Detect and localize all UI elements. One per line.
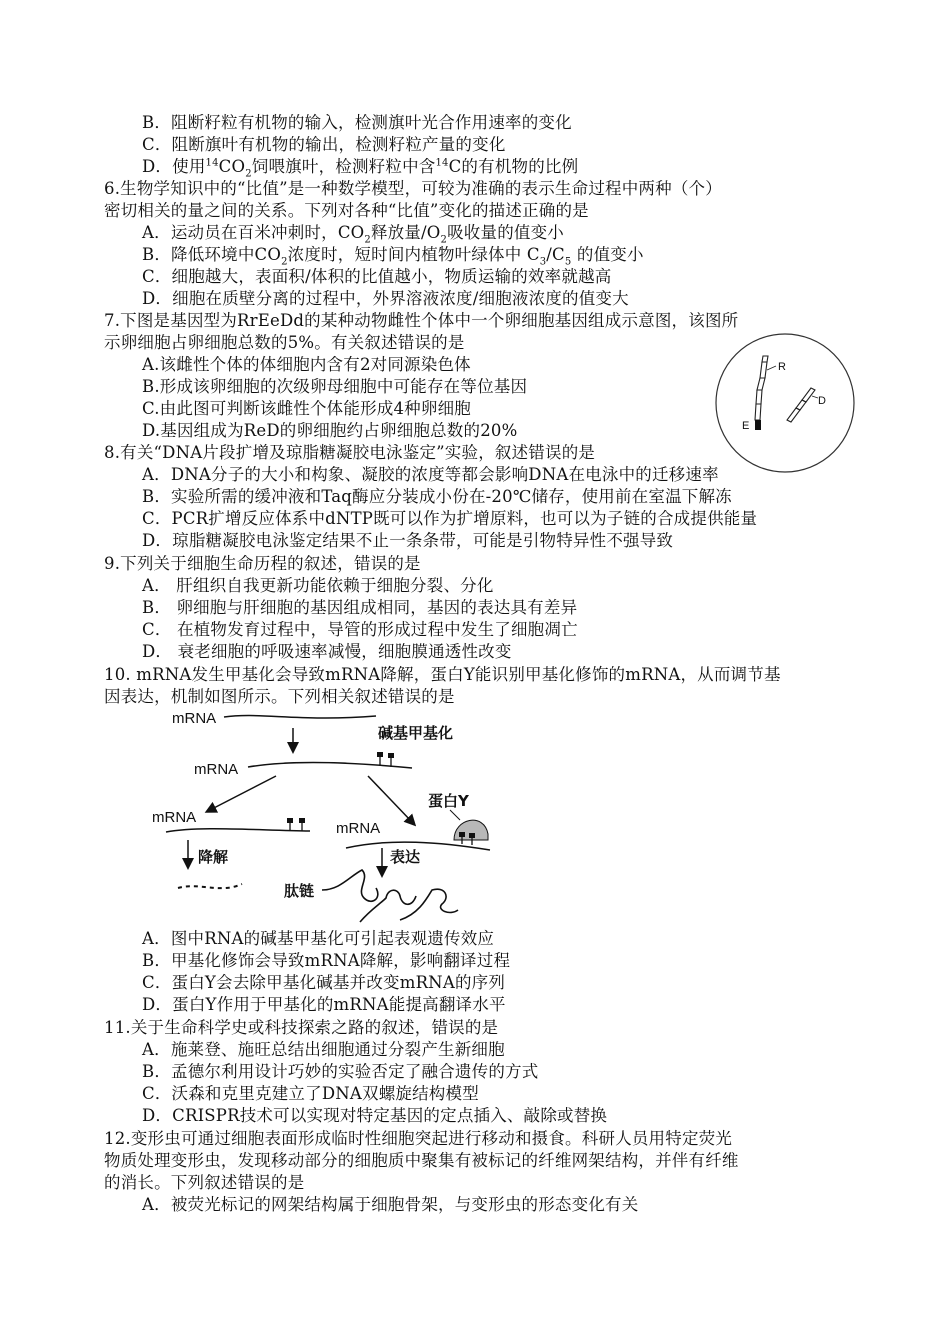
q10-stem-line2: 因表达，机制如图所示。下列相关叙述错误的是: [104, 687, 455, 706]
q7-stem-line2: 示卵细胞占卵细胞总数的5%。有关叙述错误的是: [104, 333, 465, 352]
methylation-label: 碱基甲基化: [378, 724, 454, 742]
protein-y-label: 蛋白Y: [428, 792, 469, 810]
q8-option-b: B．实验所需的缓冲液和Taq酶应分装成小份在-20℃储存，使用前在室温下解冻: [142, 487, 732, 506]
q9-option-d: D． 衰老细胞的呼吸速率减慢，细胞膜通透性改变: [142, 642, 512, 661]
q9-stem: 9.下列关于细胞生命历程的叙述，错误的是: [104, 554, 421, 573]
q11-option-a: A．施莱登、施旺总结出细胞通过分裂产生新细胞: [142, 1040, 505, 1059]
q9-option-a: A． 肝组织自我更新功能依赖于细胞分裂、分化: [142, 576, 494, 595]
q7-option-c: C.由此图可判断该雌性个体能形成4种卵细胞: [142, 399, 471, 418]
mrna-strand-left: [166, 829, 310, 832]
q7-option-a: A.该雌性个体的体细胞内含有2对同源染色体: [142, 355, 471, 374]
gene-label-e: E: [742, 420, 750, 432]
mrna-label-left: mRNA: [152, 809, 197, 826]
q10-option-d: D．蛋白Y作用于甲基化的mRNA能提高翻译水平: [142, 995, 506, 1014]
mrna-label-methylated: mRNA: [194, 761, 239, 778]
gene-label-r: R: [778, 361, 786, 373]
q7-option-b: B.形成该卵细胞的次级卵母细胞中可能存在等位基因: [142, 377, 528, 396]
methyl-group-marks: [377, 752, 394, 767]
q11-option-d: D．CRISPR技术可以实现对特定基因的定点插入、敲除或替换: [142, 1106, 608, 1125]
q12-stem-line2: 物质处理变形虫，发现移动部分的细胞质中聚集有被标记的纤维网架结构，并伴有纤维: [104, 1151, 739, 1170]
q8-stem: 8.有关“DNA片段扩增及琼脂糖凝胶电泳鉴定”实验，叙述错误的是: [104, 443, 596, 462]
peptide-chains: [322, 870, 458, 922]
q8-option-c: C．PCR扩增反应体系中dNTP既可以作为扩增原料，也可以为子链的合成提供能量: [142, 509, 758, 528]
q7-stem-line1: 7.下图是基因型为RrEeDd的某种动物雌性个体中一个卵细胞基因组成示意图，该图所: [104, 311, 739, 330]
protein-y-mrna-label: mRNA: [336, 820, 381, 837]
q8-option-a: A．DNA分子的大小和构象、凝胶的浓度等都会影响DNA在电泳中的迁移速率: [142, 465, 719, 484]
q5-option-b: B．阻断籽粒有机物的输入，检测旗叶光合作用速率的变化: [142, 113, 572, 132]
q9-option-c: C． 在植物发育过程中，导管的形成过程中发生了细胞凋亡: [142, 620, 578, 639]
degrade-label: 降解: [198, 848, 229, 866]
q10-option-b: B．甲基化修饰会导致mRNA降解，影响翻译过程: [142, 951, 511, 970]
methyl-marks-left: [287, 818, 305, 831]
gene-label-d: D: [818, 395, 826, 407]
q6-stem-line2: 密切相关的量之间的关系。下列对各种“比值”变化的描述正确的是: [104, 201, 589, 220]
mrna-strand-top: [224, 716, 376, 718]
arrow-branch-left: [210, 776, 276, 810]
mrna-label-top: mRNA: [172, 710, 217, 727]
q10-stem-line1: 10. mRNA发生甲基化会导致mRNA降解，蛋白Y能识别甲基化修饰的mRNA，从而调节基: [104, 665, 781, 684]
chromosome-re: [755, 356, 776, 430]
q11-stem: 11.关于生命科学史或科技探索之路的叙述，错误的是: [104, 1018, 499, 1037]
q12-stem-line3: 的消长。下列叙述错误的是: [104, 1173, 305, 1192]
q6-option-a: A．运动员在百米冲刺时，$CO_2$释放量$/O_2$吸收量的值变小: [142, 223, 564, 246]
q6-option-c: C．细胞越大，表面积/体积的比值越小，物质运输的效率就越高: [142, 267, 612, 286]
q7-option-d: D.基因组成为ReD的卵细胞约占卵细胞总数的20%: [142, 421, 518, 440]
q6-option-d: D．细胞在质壁分离的过程中，外界溶液浓度/细胞液浓度的值变大: [142, 289, 629, 308]
mrna-methylation-diagram: [150, 700, 510, 930]
peptide-label: 肽链: [284, 882, 315, 900]
egg-cell-diagram: [714, 332, 856, 474]
q11-option-b: B．孟德尔利用设计巧妙的实验否定了融合遗传的方式: [142, 1062, 539, 1081]
express-label: 表达: [390, 848, 421, 866]
q6-option-b: B．降低环境中$CO_2$浓度时，短时间内植物叶绿体中 $C_3/C_5$ 的值变小: [142, 245, 644, 268]
q10-option-a: A．图中RNA的碱基甲基化可引起表观遗传效应: [142, 929, 495, 948]
q8-option-d: D．琼脂糖凝胶电泳鉴定结果不止一条条带，可能是引物特异性不强导致: [142, 531, 674, 550]
q11-option-c: C．沃森和克里克建立了DNA双螺旋结构模型: [142, 1084, 479, 1103]
arrow-branch-right: [368, 776, 412, 822]
q12-option-a: A．被荧光标记的网架结构属于细胞骨架，与变形虫的形态变化有关: [142, 1195, 639, 1214]
chromosome-d: [787, 388, 818, 422]
q5-option-d: D．使用$^{14}CO_2$饲喂旗叶，检测籽粒中含$^{14}$C的有机物的比例: [142, 157, 579, 180]
q6-stem-line1: 6.生物学知识中的“比值”是一种数学模型，可较为准确的表示生命过程中两种（个）: [104, 179, 722, 198]
mrna-strand-methylated: [248, 763, 412, 768]
q12-stem-line1: 12.变形虫可通过细胞表面形成临时性细胞突起进行移动和摄食。科研人员用特定荧光: [104, 1129, 733, 1148]
degraded-fragments: [178, 884, 242, 888]
q10-option-c: C．蛋白Y会去除甲基化碱基并改变mRNA的序列: [142, 973, 506, 992]
q5-option-c: C．阻断旗叶有机物的输出，检测籽粒产量的变化: [142, 135, 506, 154]
q9-option-b: B． 卵细胞与肝细胞的基因组成相同，基因的表达具有差异: [142, 598, 578, 617]
cell-membrane: [716, 334, 854, 472]
